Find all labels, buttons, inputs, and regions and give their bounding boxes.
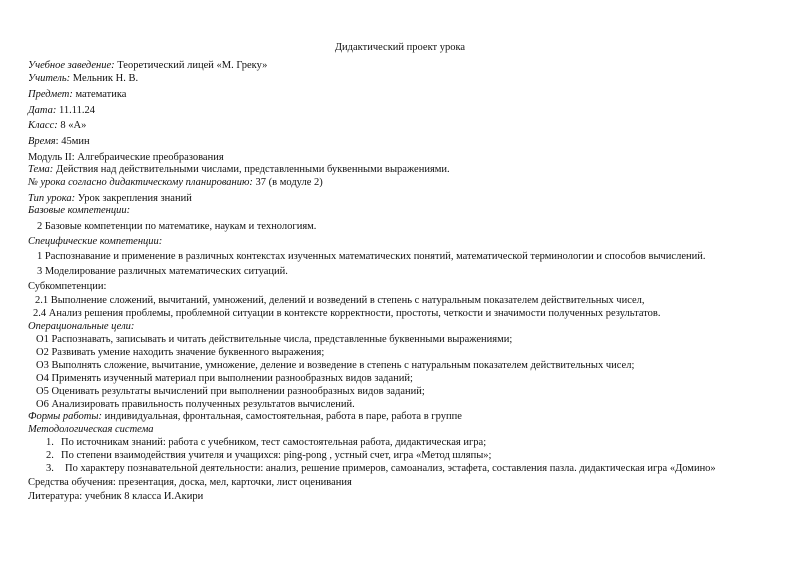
topic-line — [28, 163, 450, 176]
literature-line: Литература: учебник 8 класса И.Акири — [28, 491, 204, 502]
teacher-label: Учитель: — [28, 73, 71, 84]
time-value: : 45мин — [55, 136, 90, 147]
subcompetence-item: 2.4 Анализ решения проблемы, проблемной ситуации в контексте корректности, простоты, четкости и значимости полученных результатов. — [33, 308, 661, 319]
operational-goals-label: Операциональные цели: — [28, 321, 135, 332]
specific-competence-item: 1 Распознавание и применение в различных контекстах изученных математических понятий, математической терминологии и способов вычислений. — [37, 251, 706, 262]
methodology-label: Методологическая система — [28, 424, 154, 435]
time-line — [28, 135, 90, 148]
institution-label: Учебное заведение: — [28, 60, 115, 71]
method-item: По характеру познавательной деятельности: анализ, решение примеров, самоанализ, эстафета, составления пазла. дидактическая игра «Домино» — [65, 463, 716, 474]
work-forms-label: Формы работы: — [28, 411, 102, 422]
institution-value: Теоретический лицей «М. Греку» — [114, 60, 268, 71]
base-competence-item: 2 Базовые компетенции по математике, наукам и технологиям. — [37, 221, 317, 232]
teacher-value: Мельник Н. В. — [70, 73, 139, 84]
subject-label: Предмет: — [28, 89, 73, 100]
lesson-number-line — [28, 176, 323, 189]
subcompetence-item: 2.1 Выполнение сложений, вычитаний, умножений, делений и возведений в степень с натуральным показателем действительных чисел, — [35, 295, 645, 306]
class-value: 8 «А» — [57, 120, 87, 131]
lesson-number-label: № урока согласно дидактическому планированию: — [28, 177, 253, 188]
subcompetences-label: Субкомпетенции: — [28, 281, 107, 292]
time-label: Время — [28, 136, 56, 147]
page-title: Дидактический проект урока — [334, 42, 466, 53]
topic-value: Действия над действительными числами, представленными буквенными выражениями. — [53, 164, 450, 175]
specific-competence-item: 3 Моделирование различных математических ситуаций. — [37, 266, 288, 277]
method-number: 2. — [46, 450, 54, 461]
lesson-number-value: 37 (в модуле 2) — [252, 177, 323, 188]
method-number: 1. — [46, 437, 54, 448]
specific-competences-label: Специфические компетенции: — [28, 236, 163, 247]
base-competences-label: Базовые компетенции: — [28, 205, 131, 216]
subject-line — [28, 88, 126, 101]
teacher-line — [28, 72, 138, 85]
class-line — [28, 119, 86, 132]
method-item: По степени взаимодействия учителя и учащихся: ping-pong , устный счет, игра «Метод шляпы»; — [61, 450, 492, 461]
goal-item: О4 Применять изученный материал при выполнении разнообразных видов заданий; — [36, 373, 413, 384]
lesson-type-label: Тип урока: — [28, 193, 76, 204]
work-forms-value: индивидуальная, фронтальная, самостоятельная, работа в паре, работа в группе — [101, 411, 462, 422]
topic-label: Тема: — [28, 164, 54, 175]
class-label: Класс: — [28, 120, 58, 131]
goal-item: О5 Оценивать результаты вычислений при выполнении разнообразных видов заданий; — [36, 386, 425, 397]
institution-line — [28, 59, 267, 72]
goal-item: О6 Анализировать правильность полученных результатов вычислений. — [36, 399, 355, 410]
goal-item: О2 Развивать умение находить значение буквенного выражения; — [36, 347, 325, 358]
module-line: Модуль II: Алгебраические преобразования — [28, 152, 224, 163]
date-label: Дата: — [28, 105, 57, 116]
goal-item: О3 Выполнять сложение, вычитание, умножение, деление и возведение в степень с натуральным показателем действительных чисел; — [36, 360, 635, 371]
goal-item: О1 Распознавать, записывать и читать действительные числа, представленные буквенными выражениями; — [36, 334, 513, 345]
date-value: 11.11.24 — [56, 105, 95, 116]
work-forms-line — [28, 410, 462, 423]
subject-value: математика — [72, 89, 127, 100]
date-line — [28, 104, 95, 117]
lesson-type-value: Урок закрепления знаний — [75, 193, 192, 204]
teaching-means-line: Средства обучения: презентация, доска, мел, карточки, лист оценивания — [28, 477, 352, 488]
method-item: По источникам знаний: работа с учебником, тест самостоятельная работа, дидактическая игра; — [61, 437, 487, 448]
method-number: 3. — [46, 463, 54, 474]
